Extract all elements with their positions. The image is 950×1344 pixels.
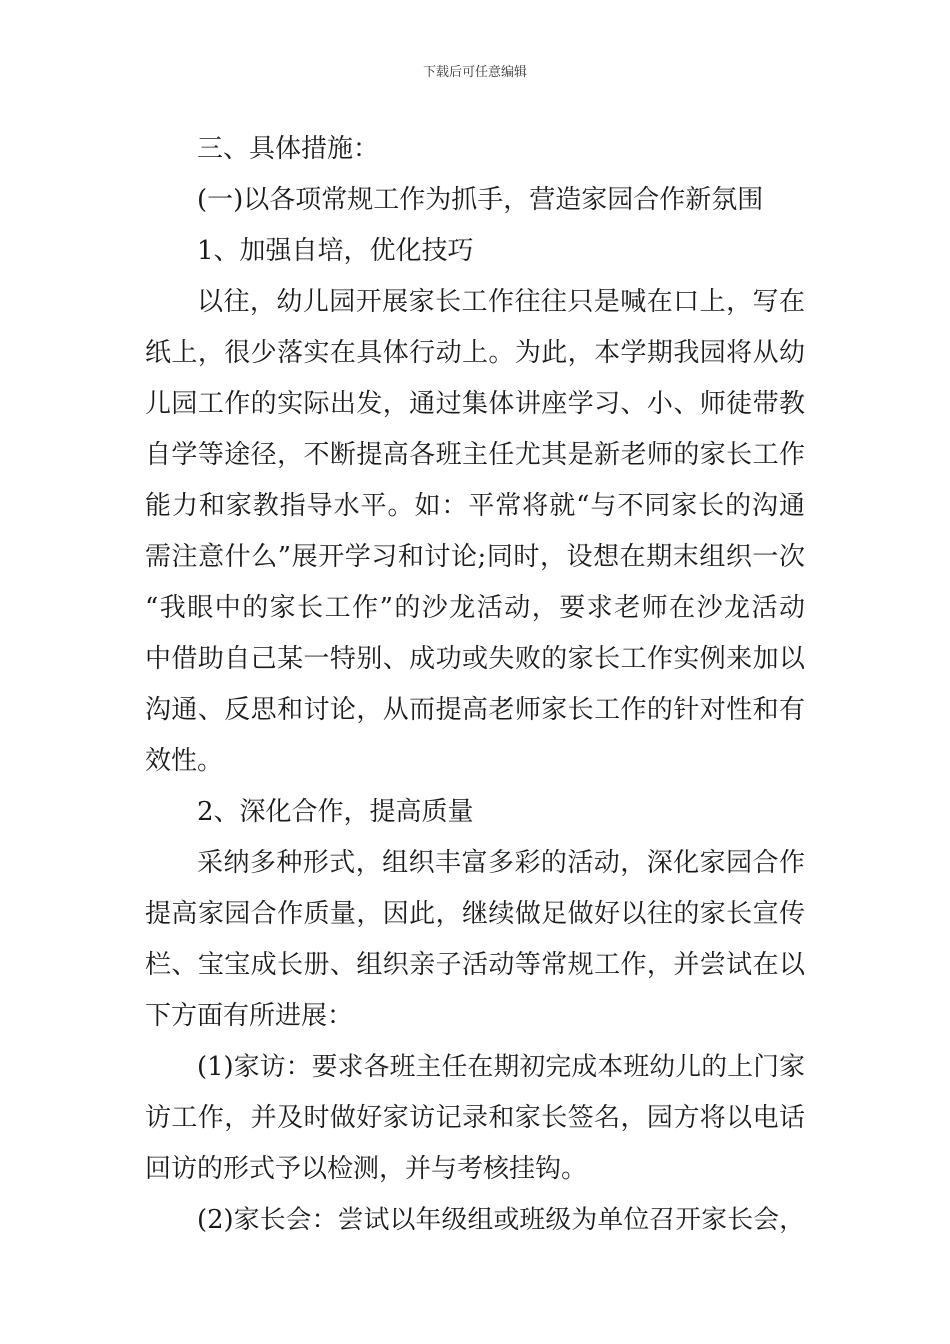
paragraph-line: (2)家长会：尝试以年级组或班级为单位召开家长会， bbox=[197, 1205, 805, 1235]
paragraph-line: (1)家访：要求各班主任在期初完成本班幼儿的上门家 bbox=[197, 1052, 805, 1082]
paragraph-line: 能力和家教指导水平。如：平常将就“与不同家长的沟通 bbox=[145, 491, 805, 521]
paragraph-line: 效性。 bbox=[145, 746, 224, 776]
item-heading: 1、加强自培，优化技巧 bbox=[197, 236, 474, 266]
item-heading: 2、深化合作，提高质量 bbox=[197, 797, 474, 827]
paragraph-line: 下方面有所进展： bbox=[145, 1001, 354, 1031]
paragraph-line: “我眼中的家长工作”的沙龙活动，要求老师在沙龙活动 bbox=[145, 593, 805, 623]
paragraph-line: 中借助自己某一特别、成功或失败的家长工作实例来加以 bbox=[145, 644, 805, 674]
paragraph-line: 沟通、反思和讨论，从而提高老师家长工作的针对性和有 bbox=[145, 695, 805, 725]
paragraph-line: 提高家园合作质量，因此，继续做足做好以往的家长宣传 bbox=[145, 899, 805, 929]
section-heading: 三、具体措施： bbox=[197, 134, 380, 164]
paragraph-line: 自学等途径，不断提高各班主任尤其是新老师的家长工作 bbox=[145, 440, 805, 470]
paragraph-line: 栏、宝宝成长册、组织亲子活动等常规工作，并尝试在以 bbox=[145, 950, 805, 980]
paragraph-line: 需注意什么”展开学习和讨论;同时，设想在期末组织一次 bbox=[145, 542, 805, 572]
paragraph-line: 纸上，很少落实在具体行动上。为此，本学期我园将从幼 bbox=[145, 338, 805, 368]
paragraph-line: 回访的形式予以检测，并与考核挂钩。 bbox=[145, 1154, 588, 1184]
page-header-note: 下载后可任意编辑 bbox=[422, 65, 527, 80]
document-body bbox=[145, 124, 805, 1246]
paragraph-line: 以往，幼儿园开展家长工作往往只是喊在口上，写在 bbox=[197, 287, 805, 317]
paragraph-line: 访工作，并及时做好家访记录和家长签名，园方将以电话 bbox=[145, 1103, 805, 1133]
subsection-heading: (一)以各项常规工作为抓手，营造家园合作新氛围 bbox=[197, 185, 764, 215]
paragraph-line: 儿园工作的实际出发，通过集体讲座学习、小、师徒带教 bbox=[145, 389, 805, 419]
paragraph-line: 采纳多种形式，组织丰富多彩的活动，深化家园合作 bbox=[197, 848, 805, 878]
